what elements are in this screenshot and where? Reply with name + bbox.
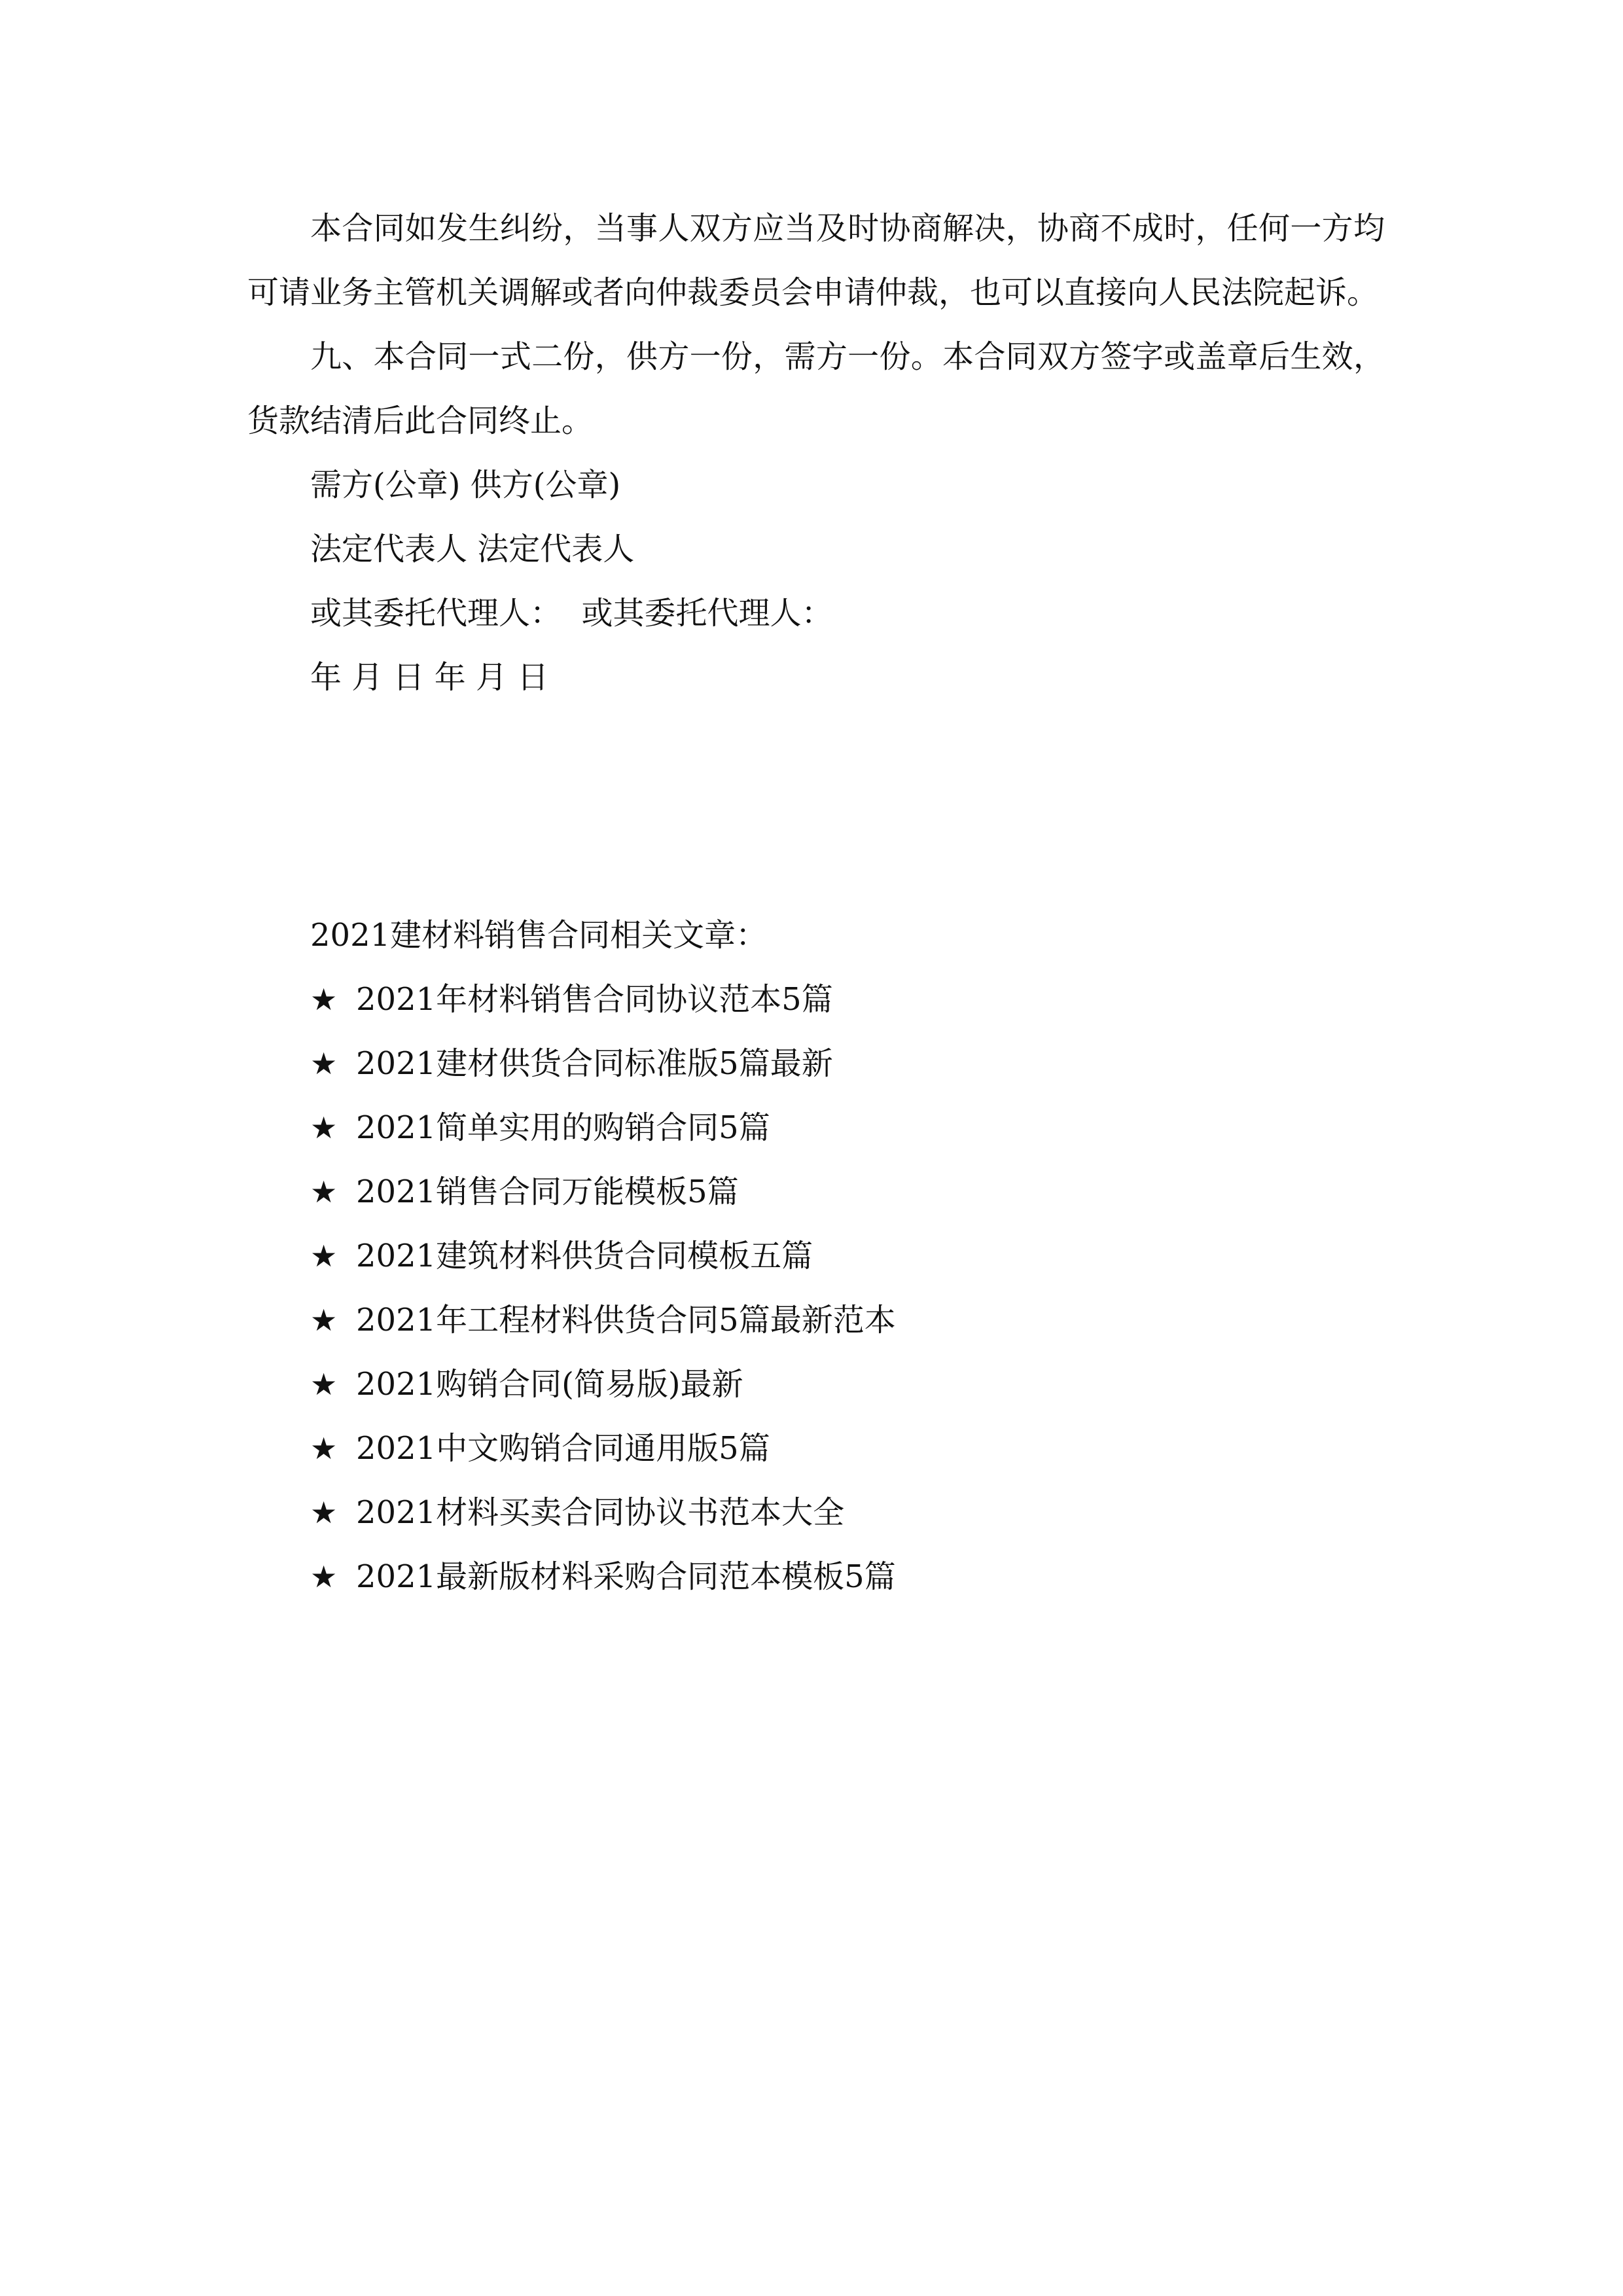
related-articles [310, 903, 1385, 1609]
list-item [310, 1480, 1385, 1545]
related-article-title: 2021建筑材料供货合同模板五篇 [356, 1238, 813, 1274]
related-article-title: 2021建材供货合同标准版5篇最新 [356, 1045, 833, 1082]
signature-agents-line: 或其委托代理人： 或其委托代理人： [310, 595, 833, 632]
list-item [310, 1031, 1385, 1096]
star-icon: ★ [310, 1495, 338, 1530]
star-icon: ★ [310, 1174, 338, 1210]
signature-block [247, 453, 1385, 709]
signature-parties-line: 需方(公章) 供方(公章) [310, 467, 621, 503]
star-icon: ★ [310, 1431, 338, 1466]
related-article-title: 2021购销合同(简易版)最新 [356, 1366, 743, 1403]
related-article-title: 2021中文购销合同通用版5篇 [356, 1430, 770, 1467]
copies-clause-paragraph: 九、本合同一式二份，供方一份，需方一份。本合同双方签字或盖章后生效，货款结清后此合同终止。 [247, 338, 1385, 439]
dispute-clause-paragraph: 本合同如发生纠纷，当事人双方应当及时协商解决，协商不成时，任何一方均可请业务主管机关调解或者向仲裁委员会申请仲裁，也可以直接向人民法院起诉。 [247, 210, 1385, 311]
star-icon: ★ [310, 1110, 338, 1145]
star-icon: ★ [310, 1302, 338, 1338]
list-item [310, 967, 1385, 1031]
star-icon: ★ [310, 1559, 338, 1594]
list-item [310, 1096, 1385, 1160]
list-item [310, 1416, 1385, 1480]
star-icon: ★ [310, 982, 338, 1017]
related-article-title: 2021材料买卖合同协议书范本大全 [356, 1494, 845, 1531]
related-article-title: 2021简单实用的购销合同5篇 [356, 1109, 770, 1146]
star-icon: ★ [310, 1238, 338, 1274]
related-articles-list [310, 967, 1385, 1609]
signature-dates-line: 年 月 日 年 月 日 [310, 659, 549, 696]
related-article-title: 2021年材料销售合同协议范本5篇 [356, 981, 833, 1018]
related-articles-heading: 2021建材料销售合同相关文章： [310, 917, 768, 954]
contract-body [247, 196, 1385, 709]
list-item [310, 1545, 1385, 1609]
list-item [310, 1224, 1385, 1288]
related-article-title: 2021年工程材料供货合同5篇最新范本 [356, 1302, 896, 1338]
signature-representatives-line: 法定代表人 法定代表人 [310, 531, 635, 567]
star-icon: ★ [310, 1367, 338, 1402]
list-item [310, 1288, 1385, 1352]
list-item [310, 1160, 1385, 1224]
star-icon: ★ [310, 1046, 338, 1081]
related-article-title: 2021销售合同万能模板5篇 [356, 1174, 739, 1210]
related-article-title: 2021最新版材料采购合同范本模板5篇 [356, 1558, 896, 1595]
list-item [310, 1352, 1385, 1416]
